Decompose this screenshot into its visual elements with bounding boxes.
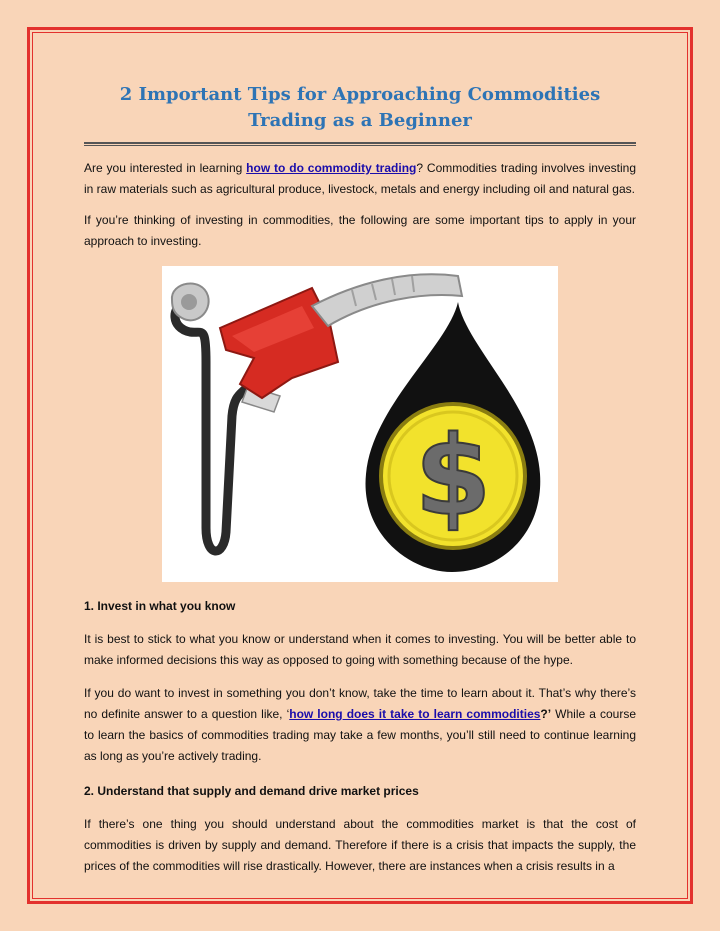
section2-paragraph-1: If there’s one thing you should understand about the commodities market is that the cost of commodities is driven by supply and demand. Therefore if there is a crisis that impacts the supply, the prices of the commodities will rise drastically. However, there are instances when a crisis results in a — [84, 817, 636, 873]
section2-heading: 2. Understand that supply and demand drive market prices — [84, 784, 419, 798]
section1-text-start: If you do want to invest in something you don’t know, take the time to learn about it. That’s why there’s no definite answer to a question like, ‘ — [84, 686, 636, 721]
fuel-nozzle-dollar-drop-icon — [162, 266, 558, 582]
learn-commodities-link[interactable]: how long does it take to learn commodities — [289, 707, 541, 721]
article — [84, 82, 636, 877]
intro-text-end: ? Commodities trading involves investing in raw materials such as agricultural produce, livestock, metals and energy including oil and natural gas. — [84, 161, 636, 196]
section1-heading: 1. Invest in what you know — [84, 599, 236, 613]
title-divider — [84, 142, 636, 146]
article-title: 2 Important Tips for Approaching Commodities Trading as a Beginner — [119, 84, 601, 131]
intro-paragraph-2: If you’re thinking of investing in commodities, the following are some important tips to apply in your approach to investing. — [84, 213, 636, 248]
section1-paragraph-1: It is best to stick to what you know or understand when it comes to investing. You will be better able to make informed decisions this way as opposed to going with something because of the hype. — [84, 632, 636, 667]
commodity-trading-link[interactable]: how to do commodity trading — [246, 161, 417, 175]
section1-paragraph-2 — [84, 683, 636, 767]
section1-quote-close: ?’ — [540, 707, 552, 721]
intro-paragraph — [84, 158, 636, 200]
dollar-symbol: $ — [414, 412, 492, 540]
section1-text-end: While a course to learn the basics of commodities trading may take a few months, you’ll still need to continue learning as long as you’re actively trading. — [84, 707, 636, 763]
intro-text-start: Are you interested in learning — [84, 161, 247, 175]
